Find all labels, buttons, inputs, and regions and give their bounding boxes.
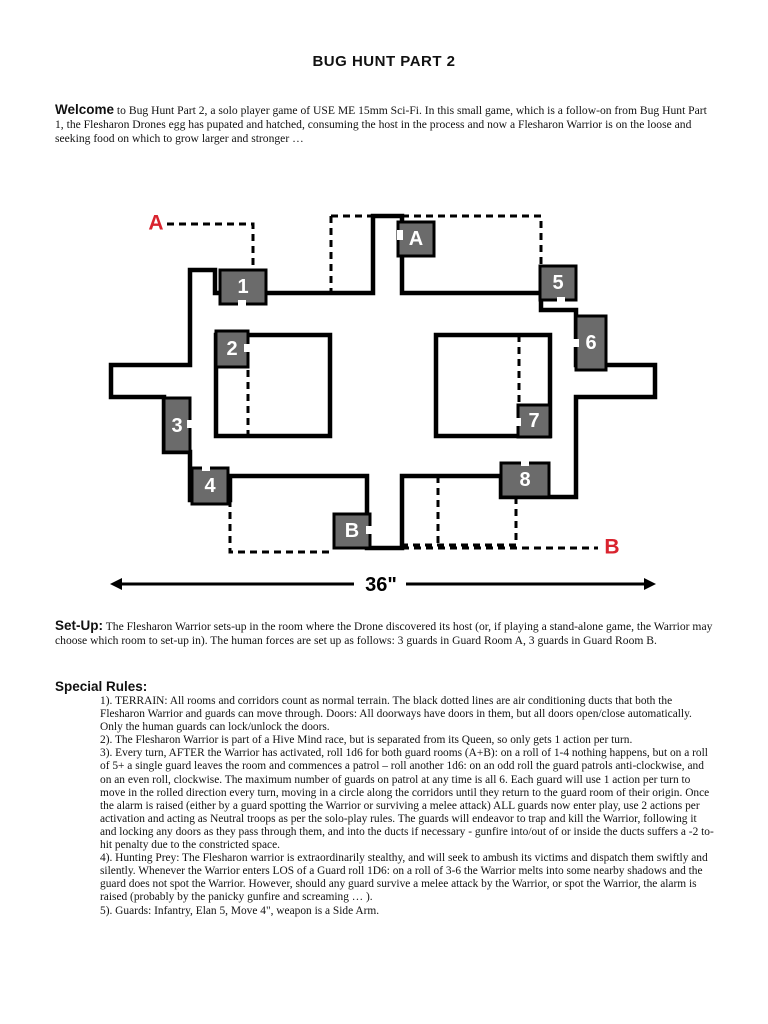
rule-item: 1). TERRAIN: All rooms and corridors count as normal terrain. The black dotted lines are air conditioning ducts that both the Flesharon Warrior and guards can move through. Doors: All doorways have doors in them, but all doors open/close automatically. Only the human guards can lock/unlock the doors. <box>100 695 692 734</box>
room-8-label: 8 <box>519 469 531 491</box>
room-4-label: 4 <box>204 475 216 497</box>
door <box>521 460 529 466</box>
door <box>397 230 403 240</box>
rule-item: 2). The Flesharon Warrior is part of a Hive Mind race, but is separated from its Queen, so only gets 1 action per turn. <box>100 734 633 747</box>
duct-bottom-left <box>230 500 334 552</box>
document-title: BUG HUNT PART 2 <box>312 53 456 70</box>
door <box>515 418 521 426</box>
guard-room-b-label: B <box>344 520 360 542</box>
room-2-label: 2 <box>226 338 238 360</box>
scale-bar <box>110 572 656 596</box>
door <box>557 297 565 303</box>
door <box>202 465 210 471</box>
setup-text: The Flesharon Warrior sets-up in the room where the Drone discovered its host (or, if playing a stand-alone game, the Warrior may choose which room to set-up in). The human forces are set up as follows: 3 guards in Guard Room A, 3 guards in Guard Room B. <box>55 620 713 648</box>
door <box>366 526 372 534</box>
setup-paragraph <box>55 619 715 648</box>
special-rules-heading: Special Rules: <box>55 679 148 694</box>
door <box>573 339 579 347</box>
duct-entry-a <box>167 224 253 270</box>
door <box>244 344 250 352</box>
rule-item: 4). Hunting Prey: The Flesharon warrior is extraordinarily stealthy, and will seek to ambush its victims and dispatch them swiftly and silently. Whenever the Warrior enters LOS of a Guard roll 1D6: on a roll of 3-6 the Warrior melts into some nearby shadows and the guard does not spot the Warrior. However, should any guard survive a melee attack by the Warrior, or spot the Warrior, the alarm is raised (probably by the panicky gunfire and screaming … ). <box>100 852 708 904</box>
door <box>187 420 193 428</box>
room-7-label: 7 <box>528 410 540 432</box>
rule-item: 5). Guards: Infantry, Elan 5, Move 4", weapon is a Side Arm. <box>100 904 380 917</box>
special-rules-list <box>100 695 715 918</box>
welcome-lead: Welcome <box>55 102 115 117</box>
duct-bottom-right <box>402 497 516 545</box>
setup-lead: Set-Up: <box>55 618 103 633</box>
room-1-label: 1 <box>237 276 249 298</box>
entry-a-label: A <box>148 211 164 235</box>
room-6-label: 6 <box>585 332 597 354</box>
entry-b-label: B <box>604 535 620 559</box>
scale-label: 36" <box>365 574 397 596</box>
rule-item: 3). Every turn, AFTER the Warrior has activated, roll 1d6 for both guard rooms (A+B): on a roll of 1-4 nothing happens, but on a roll of 5+ a single guard leaves the room and commences a patrol – roll another 1d6: on an odd roll the guard patrols anti-clockwise, and on an even roll, clockwise. The maximum number of guards on patrol at any time is all 6. Each guard will use 1 action per turn to move in the rolled direction every turn, moving in a circle along the corridors until they return to the guard room of their origin. Once the alarm is raised (either by a guard spotting the Warrior or surviving a melee attack) ALL guards now enter play, use 2 actions per activation and acting as Neutral troops as per the solo-play rules. The guards will endeavor to trap and kill the Warrior, following it and locking any doors as they pass through them, and into the ducts if necessary - gunfire into/out of or inside the ducts suffers a -2 to-hit penalty due to the constricted space. <box>100 747 714 852</box>
room-3-label: 3 <box>171 415 183 437</box>
guard-room-a-label: A <box>408 228 424 250</box>
room-5-label: 5 <box>552 272 564 294</box>
welcome-text: to Bug Hunt Part 2, a solo player game of USE ME 15mm Sci-Fi. In this small game, which is a follow-on from Bug Hunt Part 1, the Flesharon Drones egg has pupated and hatched, consuming the host in the process and now a Flesharon Warrior is on the loose and seeking food on which to grow larger and stronger … <box>55 104 707 146</box>
door <box>238 300 246 306</box>
